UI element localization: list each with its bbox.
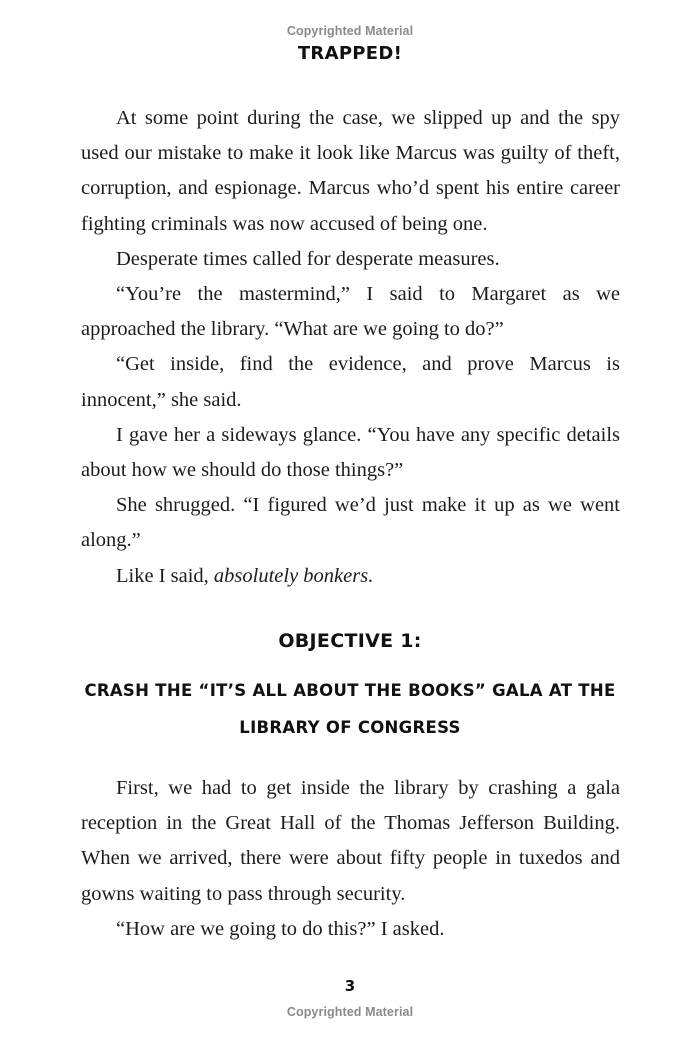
paragraph: “How are we going to do this?” I asked.: [116, 917, 445, 940]
paragraph: “You’re the mastermind,” I said to Margaret as we approached the library. “What are we going to do?”: [81, 283, 620, 341]
emphasized-text: absolutely bonkers.: [213, 564, 374, 587]
copyright-watermark-top: Copyrighted Material: [286, 24, 414, 38]
paragraph: She shrugged. “I figured we’d just make it up as we went along.”: [81, 494, 620, 552]
objective-subtitle-line-1: CRASH THE “IT’S ALL ABOUT THE BOOKS” GALA AT THE: [84, 681, 616, 700]
objective-title: OBJECTIVE 1:: [278, 630, 422, 652]
page-number: 3: [344, 977, 356, 995]
body-text-section-2: [81, 771, 620, 947]
paragraph-text: Like I said,: [116, 564, 214, 587]
paragraph: At some point during the case, we slipped up and the spy used our mistake to make it look like Marcus was guilty of theft, corruption, and espionage. Marcus who’d spent his entire career fighting criminals was now accused of being one.: [81, 107, 620, 235]
chapter-title: TRAPPED!: [297, 43, 403, 64]
paragraph: I gave her a sideways glance. “You have any specific details about how we should do those things?”: [81, 423, 620, 482]
objective-subtitle: [0, 672, 700, 746]
paragraph: First, we had to get inside the library by crashing a gala reception in the Great Hall of the Thomas Jefferson Building. When we arrived, there were about fifty people in tuxedos and gowns waiting to pass through security.: [81, 777, 620, 905]
paragraph: “Get inside, find the evidence, and prove Marcus is innocent,” she said.: [81, 353, 620, 411]
body-text-section-1: [81, 101, 620, 594]
paragraph: [81, 559, 620, 594]
paragraph: Desperate times called for desperate measures.: [116, 247, 500, 270]
objective-subtitle-line-2: LIBRARY OF CONGRESS: [239, 718, 461, 737]
copyright-watermark-bottom: Copyrighted Material: [286, 1005, 414, 1019]
